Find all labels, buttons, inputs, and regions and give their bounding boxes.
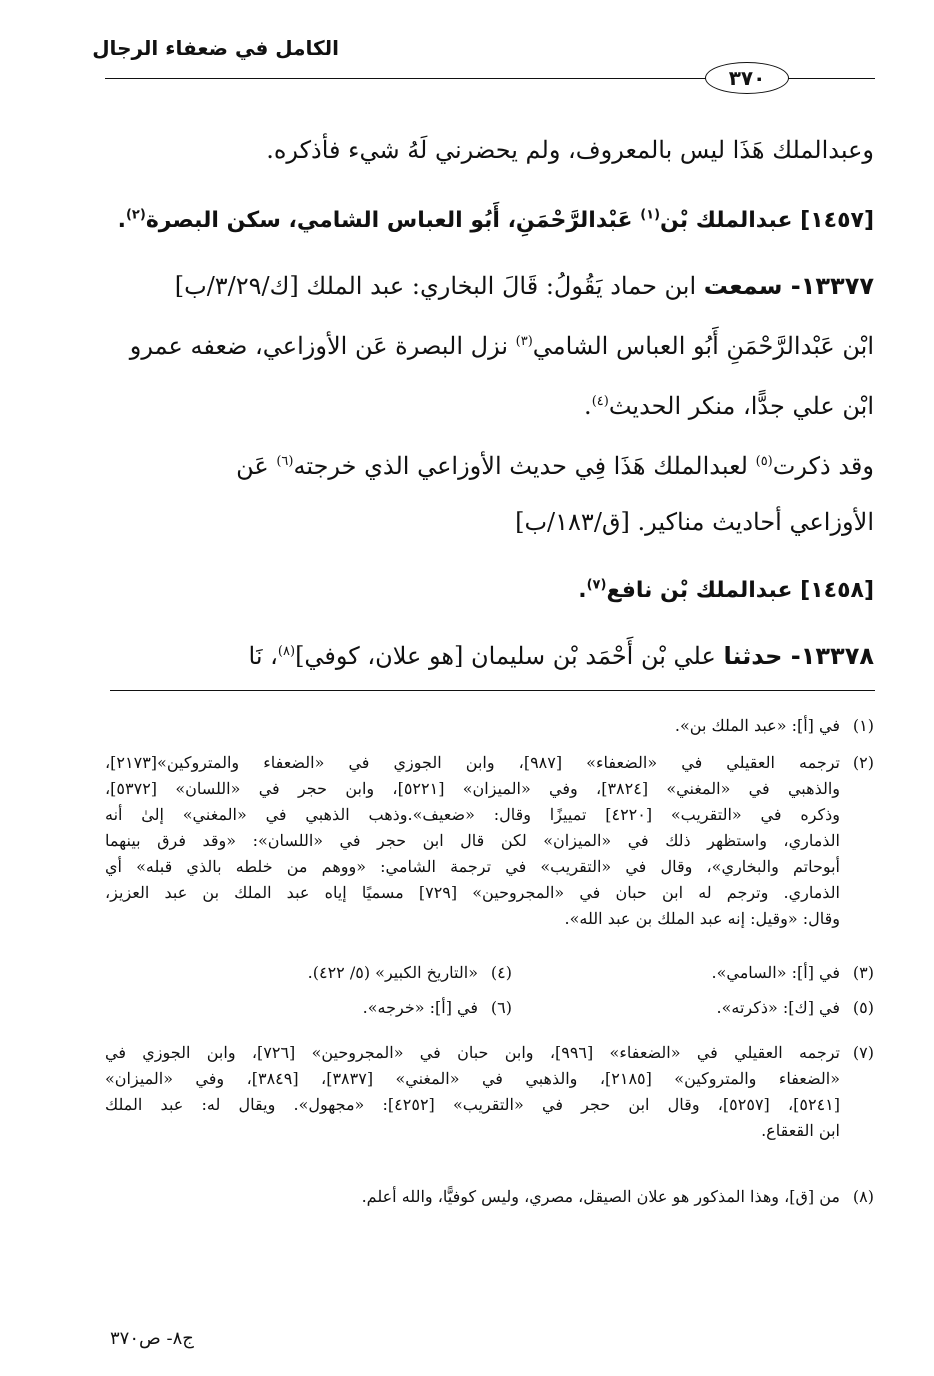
footnote-ref: (٢) (125, 207, 146, 223)
footnote-ref: (٧) (586, 577, 607, 593)
entry-heading-1457: [١٤٥٧] عبدالملك بْن$^{(١)}$ عَبْدالرَّحْمَنِ، أَبُو العباس الشامي، سكن البصرة$^{(٢)}$. (117, 207, 874, 233)
entry-heading-1458: [١٤٥٨] عبدالملك بْن نافع$^{(٧)}$. (578, 577, 874, 603)
footnote-2-line: وقال: «وقيل: إنه عبد الملك بن عبد الله». (564, 909, 840, 928)
footnote-ref: (٨) (277, 644, 296, 659)
hadith-13378-line: ١٣٣٧٨- حدثنا علي بْن أَحْمَد بْن سليمان [هو علان، كوفي]$^{(٨)}$، نَا (248, 642, 874, 670)
footnote-7-line: [٥٢٤١]، [٥٢٥٧]، وقال ابن حجر في «التقريب» [٤٢٥٢]: «مجهول». ويقال له: عبد الملك (105, 1095, 840, 1114)
footnote-2-line: أبوحاتم والبخاري»، وقال في «التقريب» في ترجمة الشامي: «ووهم من خلطه بالذي قبله» أي (105, 857, 840, 876)
footnote-ref: (٣) (515, 334, 533, 349)
footnote-7: (٧)ترجمه العقيلي في «الضعفاء» [٩٩٦]، وابن حبان في «المجروحين» [٧٢٦]، وابن الجوزي في (105, 1043, 875, 1062)
hadith-13377-line: ١٣٣٧٧- سمعت ابن حماد يَقُولُ: قَالَ البخاري: عبد الملك [ك/٣/٢٩/ب] (174, 272, 874, 300)
running-book-title: الكامل في ضعفاء الرجال (92, 36, 339, 60)
footnote-7-line: «الضعفاء والمتروكين» [٢١٨٥]، والذهبي في «المغني» [٣٨٣٧]، [٣٨٤٩]، وفي «الميزان» (105, 1069, 841, 1088)
footnote-2-line: الذماري، واستظهر ذلك في «الميزان» لكن قال ابن حجر في «اللسان»: «وقد فرق بينهما (105, 831, 840, 850)
footnote-7-line: ابن القعقاع. (761, 1121, 840, 1140)
footnote-2-line: وذكره في «التقريب» [٤٢٢٠] تمييزًا وقال: «ضعيف».وذهب الذهبي في «المغني» إلىٰ أنه (105, 805, 840, 824)
footnote-2: (٢)ترجمه العقيلي في «الضعفاء» [٩٨٧]، وابن الجوزي في «الضعفاء والمتروكين»[٢١٧٣]، (105, 753, 874, 772)
footnote-4: (٤)«التاريخ الكبير» (٥/ ٤٢٢). (307, 963, 512, 982)
footnote-ref: (١) (640, 207, 661, 223)
body-line: ابْن عَبْدالرَّحْمَنِ أَبُو العباس الشامي$^{(٣)}$ نزل البصرة عَن الأوزاعي، ضعفه عمرو (129, 332, 874, 360)
footnote-3: (٣)في [أ]: «السامي». (711, 963, 874, 982)
page-number-badge: ٣٧٠ (705, 62, 789, 94)
body-line: الأوزاعي أحاديث مناكير. [ق/١٨٣/ب] (515, 508, 874, 536)
footnote-2-line: الذماري. وترجم له ابن حبان في «المجروحين» [٧٢٩] مسميًا إياه عبد الملك بن عبد العزيز، (105, 883, 840, 902)
footnote-ref: (٦) (276, 454, 294, 469)
body-line: وقد ذكرت$^{(٥)}$ لعبدالملك هَذَا فِي حديث الأوزاعي الذي خرجته$^{(٦)}$ عَن (236, 452, 874, 480)
footnote-6: (٦)في [أ]: «خرجه». (362, 998, 512, 1017)
footnote-ref: (٥) (755, 454, 773, 469)
volume-page-footer: ج٨- ص٣٧٠ (110, 1328, 194, 1349)
body-line: وعبدالملك هَذَا ليس بالمعروف، ولم يحضرني لَهُ شيء فأذكره. (266, 136, 874, 164)
body-line: ابْن علي جدًّا، منكر الحديث$^{(٤)}$. (584, 392, 874, 420)
footnote-5: (٥)في [ك]: «ذكرته». (716, 998, 874, 1017)
footnote-8: (٨)من [ق]، وهذا المذكور هو علان الصيقل، مصري، وليس كوفيًّا، والله أعلم. (361, 1187, 874, 1206)
footnote-1: (١)في [أ]: «عبد الملك بن». (674, 716, 874, 735)
footnote-separator (110, 690, 875, 691)
footnote-ref: (٤) (591, 394, 609, 409)
footnote-2-line: والذهبي في «المغني» [٣٨٢٤]، وفي «الميزان» [٥٢٢١]، وابن حجر في «اللسان» [٥٣٧٢]، (105, 779, 841, 798)
